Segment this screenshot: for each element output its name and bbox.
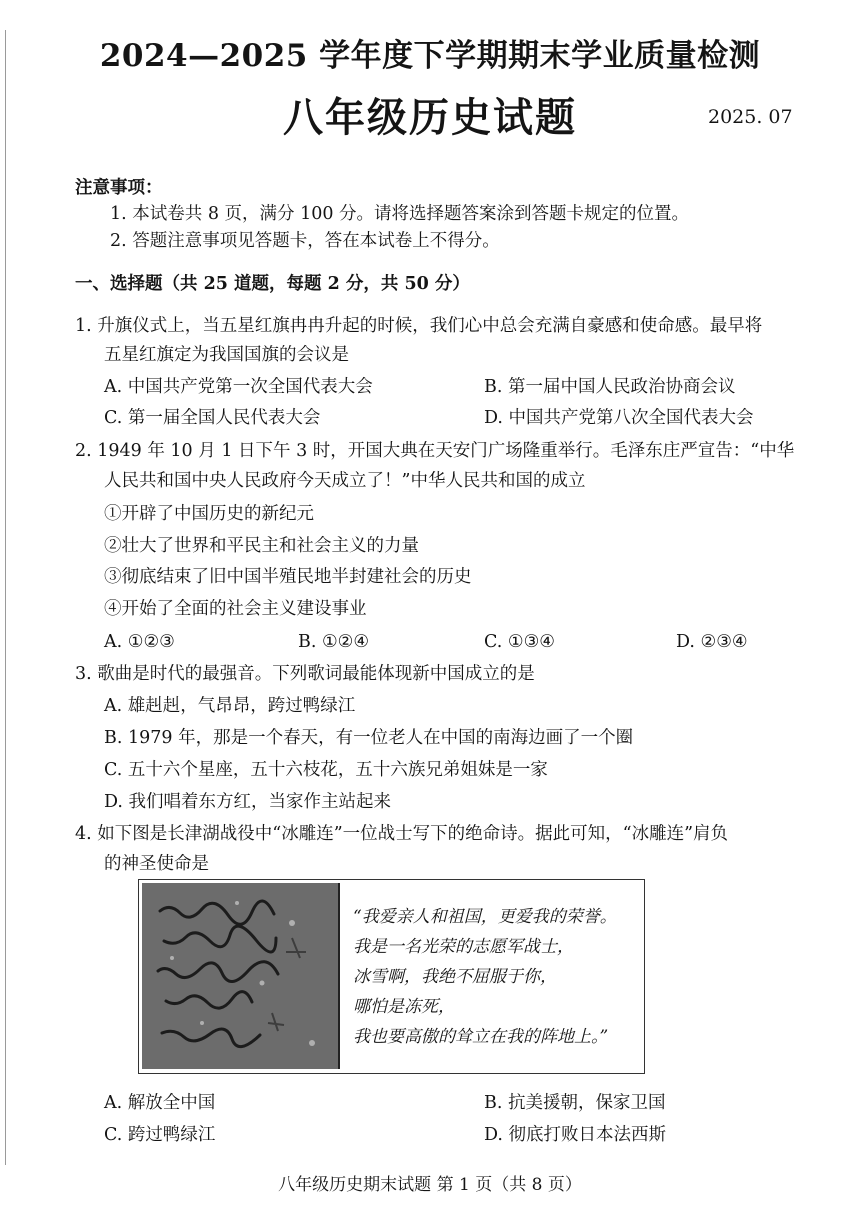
notice-item: 2. 答题注意事项见答题卡，答在本试卷上不得分。: [110, 231, 500, 251]
option-b: B. ①②④: [298, 632, 370, 652]
handwriting-image: [142, 883, 338, 1069]
option-a: A. ①②③: [104, 632, 175, 652]
question-stem: 4. 如下图是长津湖战役中“冰雕连”一位战士写下的绝命诗。据此可知，“冰雕连”肩负: [75, 824, 729, 844]
option-d: D. 中国共产党第八次全国代表大会: [484, 408, 754, 428]
option-c: C. 五十六个星座，五十六枝花，五十六族兄弟姐妹是一家: [104, 760, 548, 780]
statement-item: ①开辟了中国历史的新纪元: [104, 504, 314, 524]
exam-date: 2025. 07: [708, 106, 793, 128]
exam-title: 2024—2025 学年度下学期期末学业质量检测: [99, 38, 761, 74]
poem-text: [353, 902, 617, 1052]
option-c: C. ①③④: [484, 632, 555, 652]
option-d: D. 彻底打败日本法西斯: [484, 1125, 667, 1145]
question-stem: 2. 1949 年 10 月 1 日下午 3 时，开国大典在天安门广场隆重举行。毛泽东庄严宣告：“中华: [75, 441, 795, 461]
notice-heading: 注意事项：: [75, 178, 163, 198]
option-a: A. 雄赳赳，气昂昂，跨过鸭绿江: [104, 696, 356, 716]
question-stem: 1. 升旗仪式上，当五星红旗冉冉升起的时候，我们心中总会充满自豪感和使命感。最早将: [75, 316, 763, 336]
statement-item: ③彻底结束了旧中国半殖民地半封建社会的历史: [104, 567, 472, 587]
handwritten-poem-photo: [142, 883, 340, 1069]
section-heading: 一、选择题（共 25 道题，每题 2 分，共 50 分）: [75, 274, 470, 294]
poem-figure: [138, 879, 645, 1074]
option-c: C. 第一届全国人民代表大会: [104, 408, 321, 428]
option-c: C. 跨过鸭绿江: [104, 1125, 216, 1145]
option-d: D. ②③④: [676, 632, 748, 652]
binding-line: [5, 30, 6, 1165]
statement-item: ④开始了全面的社会主义建设事业: [104, 599, 367, 619]
page-footer: 八年级历史期末试题 第 1 页（共 8 页）: [278, 1175, 582, 1195]
poem-line: 我也要高傲的耸立在我的阵地上。”: [353, 1027, 609, 1047]
poem-line: 我是一名光荣的志愿军战士，: [353, 937, 574, 957]
poem-line: 冰雪啊，我绝不屈服于你，: [353, 967, 557, 987]
question-stem: 的神圣使命是: [104, 854, 209, 874]
option-d: D. 我们唱着东方红，当家作主站起来: [104, 792, 392, 812]
poem-line: “我爱亲人和祖国，更爱我的荣誉。: [353, 907, 617, 927]
option-b: B. 1979 年，那是一个春天，有一位老人在中国的南海边画了一个圈: [104, 728, 634, 748]
question-stem: 人民共和国中央人民政府今天成立了！”中华人民共和国的成立: [104, 471, 586, 491]
option-b: B. 抗美援朝，保家卫国: [484, 1093, 666, 1113]
statement-item: ②壮大了世界和平民主和社会主义的力量: [104, 536, 419, 556]
question-stem: 3. 歌曲是时代的最强音。下列歌词最能体现新中国成立的是: [75, 664, 535, 684]
option-a: A. 中国共产党第一次全国代表大会: [104, 377, 373, 397]
question-stem: 五星红旗定为我国国旗的会议是: [104, 345, 349, 365]
option-b: B. 第一届中国人民政治协商会议: [484, 377, 736, 397]
poem-line: 哪怕是冻死，: [353, 997, 455, 1017]
notice-item: 1. 本试卷共 8 页，满分 100 分。请将选择题答案涂到答题卡规定的位置。: [110, 204, 690, 224]
exam-subject-title: 八年级历史试题: [283, 94, 577, 141]
option-a: A. 解放全中国: [104, 1093, 216, 1113]
